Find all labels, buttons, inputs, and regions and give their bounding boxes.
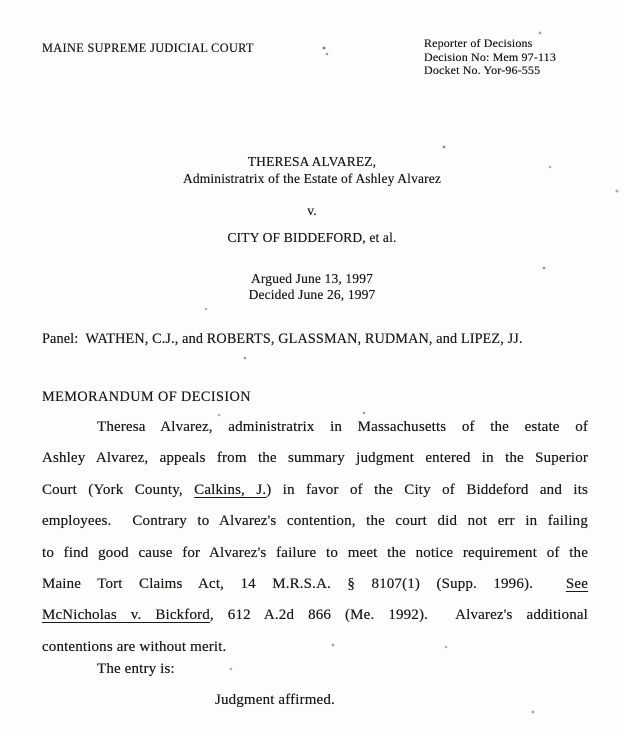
body-line: contentions are without merit. bbox=[42, 638, 227, 655]
plaintiff-name: THERESA ALVAREZ, bbox=[247, 154, 377, 169]
argued-date: Argued June 13, 1997 bbox=[251, 271, 373, 286]
underlined-citation: McNicholas v. Bickford bbox=[42, 607, 210, 624]
underlined-citation: Calkins, J. bbox=[194, 481, 267, 498]
plaintiff-role: Administratrix of the Estate of Ashley Alvarez bbox=[182, 171, 442, 186]
panel-line: Panel: WATHEN, C.J., and ROBERTS, GLASSMAN, RUDMAN, and LIPEZ, JJ. bbox=[42, 331, 523, 347]
docket-number: Docket No. Yor-96-555 bbox=[424, 63, 541, 77]
court-name: MAINE SUPREME JUDICIAL COURT bbox=[42, 41, 254, 55]
underlined-citation: See bbox=[565, 576, 588, 593]
body-line: employees. Contrary to Alvarez's contention, the court did not err in failing bbox=[42, 513, 588, 530]
body-line: Maine Tort Claims Act, 14 M.R.S.A. § 8107(1) (Supp. 1996). See bbox=[42, 576, 588, 593]
body-line: Ashley Alvarez, appeals from the summary judgment entered in the Superior bbox=[42, 450, 588, 467]
body-line: Theresa Alvarez, administratrix in Massachusetts of the estate of bbox=[97, 419, 588, 435]
entry-label: The entry is: bbox=[97, 661, 175, 677]
scan-speck-overlay bbox=[0, 0, 2, 2]
reporter-block bbox=[424, 37, 556, 78]
defendant-name: CITY OF BIDDEFORD, et al. bbox=[227, 230, 397, 245]
decided-date: Decided June 26, 1997 bbox=[248, 286, 376, 302]
judgment-entry: Judgment affirmed. bbox=[215, 692, 335, 708]
section-heading: MEMORANDUM OF DECISION bbox=[42, 389, 251, 405]
body-line: Court (York County, Calkins, J.) in favor of the City of Biddeford and its bbox=[42, 481, 589, 498]
versus-marker: v. bbox=[307, 203, 317, 218]
case-caption bbox=[0, 153, 624, 187]
decision-number: Decision No: Mem 97-113 bbox=[424, 49, 556, 64]
body-line: to find good cause for Alvarez's failure to meet the notice requirement of the bbox=[42, 544, 588, 561]
body-line: McNicholas v. Bickford, 612 A.2d 866 (Me. 1992). Alvarez's additional bbox=[42, 607, 588, 624]
case-dates bbox=[0, 271, 624, 302]
reporter-line: Reporter of Decisions bbox=[424, 36, 533, 50]
memorandum-body bbox=[42, 412, 588, 663]
